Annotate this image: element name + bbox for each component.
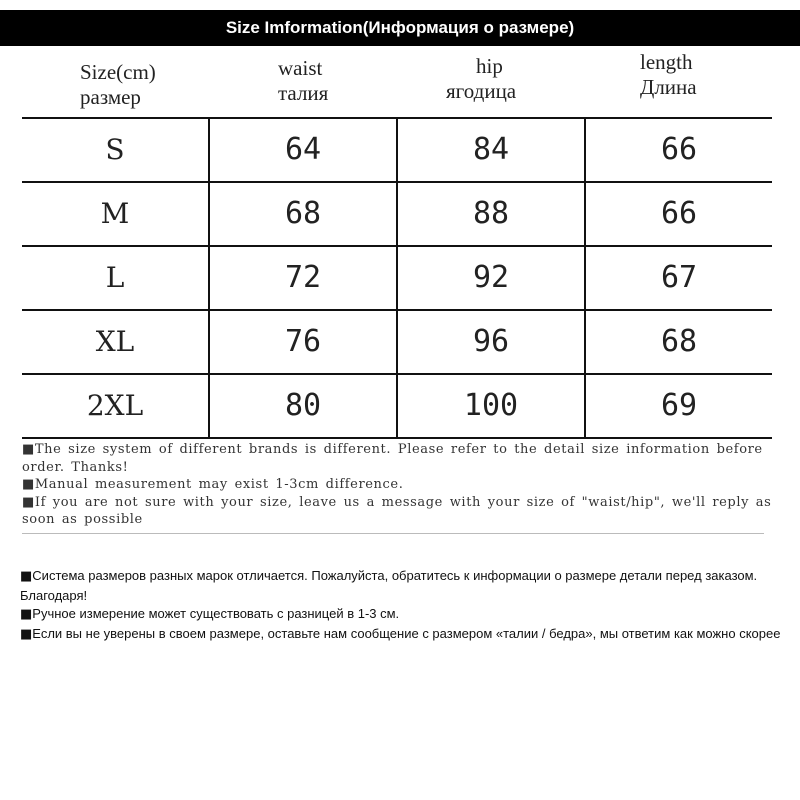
waist-cell: 72 (208, 247, 396, 309)
waist-cell: 80 (208, 375, 396, 437)
notes-english (22, 441, 772, 529)
table-row (22, 311, 772, 375)
divider (22, 533, 764, 534)
notes-russian (20, 567, 790, 644)
header-label-ru: Длина (640, 75, 697, 99)
note-item (20, 567, 790, 605)
header-label-ru: ягодица (446, 79, 517, 103)
note-text: Ручное измерение может существовать с разницей в 1-3 см. (32, 606, 400, 621)
size-cell: M (100, 197, 130, 230)
header-label-en: length (640, 50, 693, 74)
header-label-ru: талия (278, 81, 329, 105)
note-text: Система размеров разных марок отличается. Пожалуйста, обратитесь к информации о размере детали перед заказом. Благодаря! (20, 568, 758, 603)
size-table (22, 46, 772, 439)
square-bullet-icon: ■ (20, 626, 33, 642)
square-bullet-icon: ■ (22, 477, 35, 492)
length-cell: 69 (584, 375, 772, 437)
square-bullet-icon: ■ (20, 607, 33, 622)
note-text: The size system of different brands is different. Please refer to the detail size information before order. Thanks! (22, 442, 763, 475)
length-cell: 66 (584, 183, 772, 245)
header-size (22, 46, 208, 117)
note-item (22, 494, 772, 529)
hip-cell: 96 (396, 311, 584, 373)
length-cell: 67 (584, 247, 772, 309)
table-row (22, 119, 772, 183)
square-bullet-icon: ■ (20, 569, 33, 584)
square-bullet-icon: ■ (22, 442, 35, 457)
header-label-en: waist (278, 56, 323, 80)
size-cell: 2XL (86, 389, 144, 422)
table-row (22, 375, 772, 439)
header-hip (396, 46, 584, 117)
waist-cell: 68 (208, 183, 396, 245)
size-cell: XL (95, 325, 135, 358)
square-bullet-icon: ■ (22, 494, 35, 510)
table-row (22, 247, 772, 311)
header-waist (208, 46, 396, 117)
note-text: Если вы не уверены в своем размере, оставьте нам сообщение с размером «талии / бедра», мы ответим как можно скорее (32, 625, 781, 641)
size-cell: L (105, 261, 125, 294)
header-label-ru: размер (80, 85, 141, 109)
size-cell: S (105, 133, 125, 166)
note-text: If you are not sure with your size, leave us a message with your size of "waist/hip", we'll reply as soon as possible (22, 494, 772, 527)
hip-cell: 100 (396, 375, 584, 437)
header-length (584, 46, 772, 117)
length-cell: 68 (584, 311, 772, 373)
hip-cell: 92 (396, 247, 584, 309)
note-text: Manual measurement may exist 1-3cm difference. (34, 477, 404, 492)
length-cell: 66 (584, 119, 772, 181)
note-item (22, 476, 772, 494)
table-header-row (22, 46, 772, 119)
waist-cell: 64 (208, 119, 396, 181)
waist-cell: 76 (208, 311, 396, 373)
note-item (20, 605, 790, 625)
table-row (22, 183, 772, 247)
hip-cell: 84 (396, 119, 584, 181)
header-label-en: Size(cm) (80, 60, 156, 84)
header-label-en: hip (476, 54, 503, 78)
hip-cell: 88 (396, 183, 584, 245)
note-item (20, 625, 790, 645)
note-item (22, 441, 772, 476)
page-title: Size Imformation(Информация о размере) (0, 10, 800, 46)
